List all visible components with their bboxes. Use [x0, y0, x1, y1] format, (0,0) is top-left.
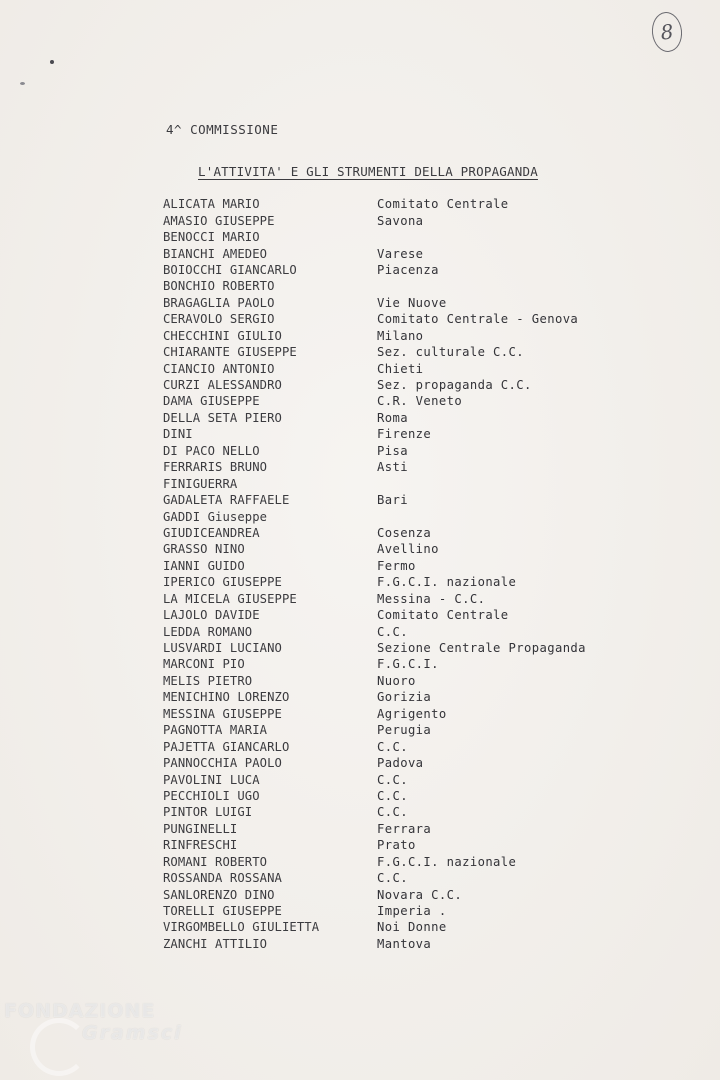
participant-name: CIANCIO ANTONIO: [163, 361, 275, 376]
participant-affiliation: Prato: [377, 838, 416, 853]
participant-affiliation: Ferrara: [377, 821, 432, 836]
list-item: [163, 591, 586, 607]
list-item: [163, 508, 586, 524]
list-item: [163, 443, 586, 459]
list-item: [163, 870, 586, 886]
list-item: [163, 804, 586, 820]
list-item: [163, 377, 586, 393]
list-item: [163, 623, 586, 639]
list-item: [163, 262, 586, 278]
participant-name: IPERICO GIUSEPPE: [163, 575, 282, 590]
participant-affiliation: C.C.: [377, 788, 408, 803]
participant-affiliation: Agrigento: [377, 706, 447, 721]
participant-name: IANNI GUIDO: [163, 558, 245, 573]
list-item: [163, 541, 586, 557]
list-item: [163, 821, 586, 837]
participant-affiliation: Chieti: [377, 361, 424, 376]
list-item: [163, 755, 586, 771]
list-item: [163, 278, 586, 294]
document-title: L'ATTIVITA' E GLI STRUMENTI DELLA PROPAGANDA: [198, 164, 538, 179]
participant-affiliation: C.C.: [377, 772, 408, 787]
participant-name: BRAGAGLIA PAOLO: [163, 295, 275, 310]
list-item: [163, 426, 586, 442]
participant-affiliation: Sezione Centrale Propaganda: [377, 641, 586, 656]
participant-name: PUNGINELLI: [163, 821, 238, 836]
participant-affiliation: F.G.C.I. nazionale: [377, 575, 517, 590]
list-item: [163, 903, 586, 919]
participant-name: GADALETA RAFFAELE: [163, 493, 290, 508]
list-item: [163, 311, 586, 327]
list-item: [163, 656, 586, 672]
list-item: [163, 475, 586, 491]
participant-name: CHECCHINI GIULIO: [163, 328, 282, 343]
list-item: [163, 706, 586, 722]
participant-name: PAGNOTTA MARIA: [163, 723, 268, 738]
participant-name: PAJETTA GIANCARLO: [163, 739, 290, 754]
participant-name: CHIARANTE GIUSEPPE: [163, 345, 297, 360]
list-item: [163, 607, 586, 623]
list-item: [163, 229, 586, 245]
participant-name: BOIOCCHI GIANCARLO: [163, 262, 297, 277]
participant-name: ZANCHI ATTILIO: [163, 936, 268, 951]
list-item: [163, 196, 586, 212]
participant-affiliation: Pisa: [377, 443, 408, 458]
participant-affiliation: Sez. culturale C.C.: [377, 345, 525, 360]
participant-name: PANNOCCHIA PAOLO: [163, 756, 282, 771]
participant-affiliation: Sez. propaganda C.C.: [377, 378, 532, 393]
participant-affiliation: C.C.: [377, 624, 408, 639]
participant-affiliation: Imperia .: [377, 904, 447, 919]
participant-affiliation: Vie Nuove: [377, 295, 447, 310]
participant-name: LAJOLO DAVIDE: [163, 608, 260, 623]
participant-name: CERAVOLO SERGIO: [163, 312, 275, 327]
participant-name: LA MICELA GIUSEPPE: [163, 591, 297, 606]
list-item: [163, 574, 586, 590]
participant-name: FERRARIS BRUNO: [163, 460, 268, 475]
participant-affiliation: Varese: [377, 246, 424, 261]
participant-name: VIRGOMBELLO GIULIETTA: [163, 920, 320, 935]
list-item: [163, 771, 586, 787]
participant-affiliation: Noi Donne: [377, 920, 447, 935]
list-item: [163, 360, 586, 376]
participant-name: ALICATA MARIO: [163, 197, 260, 212]
participant-affiliation: Firenze: [377, 427, 432, 442]
participant-affiliation: C.C.: [377, 739, 408, 754]
participant-name: TORELLI GIUSEPPE: [163, 904, 282, 919]
list-item: [163, 492, 586, 508]
ink-speck: [20, 82, 25, 85]
participant-name: MARCONI PIO: [163, 657, 245, 672]
list-item: [163, 410, 586, 426]
participant-affiliation: Avellino: [377, 542, 439, 557]
participant-affiliation: Savona: [377, 213, 424, 228]
participant-name: PECCHIOLI UGO: [163, 788, 260, 803]
list-item: [163, 558, 586, 574]
participant-name: DELLA SETA PIERO: [163, 410, 282, 425]
participant-affiliation: Nuoro: [377, 673, 416, 688]
ink-speck: [50, 60, 54, 64]
participant-name: LUSVARDI LUCIANO: [163, 641, 282, 656]
list-item: [163, 245, 586, 261]
participant-name: ROMANI ROBERTO: [163, 854, 268, 869]
list-item: [163, 854, 586, 870]
participant-name: FINIGUERRA: [163, 476, 238, 491]
participant-name: CURZI ALESSANDRO: [163, 378, 282, 393]
participant-name: BIANCHI AMEDEO: [163, 246, 268, 261]
participant-affiliation: Novara C.C.: [377, 887, 463, 902]
participant-affiliation: Padova: [377, 756, 424, 771]
list-item: [163, 295, 586, 311]
participant-affiliation: Comitato Centrale: [377, 197, 509, 212]
participant-affiliation: F.G.C.I. nazionale: [377, 854, 517, 869]
participant-affiliation: Piacenza: [377, 262, 439, 277]
list-item: [163, 788, 586, 804]
list-item: [163, 886, 586, 902]
participant-affiliation: Mantova: [377, 936, 432, 951]
list-item: [163, 722, 586, 738]
watermark-line2: Gramsci: [82, 1022, 183, 1044]
participant-name: MENICHINO LORENZO: [163, 690, 290, 705]
participant-name: GIUDICEANDREA: [163, 525, 260, 540]
participant-name: DAMA GIUSEPPE: [163, 394, 260, 409]
participant-affiliation: Asti: [377, 460, 408, 475]
list-item: [163, 328, 586, 344]
participant-name: LEDDA ROMANO: [163, 624, 253, 639]
participant-affiliation: Roma: [377, 410, 408, 425]
list-item: [163, 212, 586, 228]
list-item: [163, 640, 586, 656]
list-item: [163, 738, 586, 754]
watermark-logo-icon: [30, 1018, 88, 1076]
participant-name: ROSSANDA ROSSANA: [163, 871, 282, 886]
participant-name: RINFRESCHI: [163, 838, 238, 853]
list-item: [163, 393, 586, 409]
participant-affiliation: Milano: [377, 328, 424, 343]
participant-affiliation: Comitato Centrale - Genova: [377, 312, 579, 327]
participant-affiliation: Fermo: [377, 558, 416, 573]
participant-name: MESSINA GIUSEPPE: [163, 706, 282, 721]
list-item: [163, 936, 586, 952]
participant-affiliation: Comitato Centrale: [377, 608, 509, 623]
participant-name: GRASSO NINO: [163, 542, 245, 557]
participant-affiliation: Messina - C.C.: [377, 591, 486, 606]
participant-name: DI PACO NELLO: [163, 443, 260, 458]
commission-heading: 4^ COMMISSIONE: [166, 122, 279, 137]
list-item: [163, 459, 586, 475]
participant-affiliation: F.G.C.I.: [377, 657, 439, 672]
participant-affiliation: Cosenza: [377, 525, 432, 540]
participant-name: PAVOLINI LUCA: [163, 772, 260, 787]
list-item: [163, 689, 586, 705]
list-item: [163, 673, 586, 689]
participant-name: GADDI Giuseppe: [163, 509, 268, 524]
participant-name: BENOCCI MARIO: [163, 230, 260, 245]
participant-affiliation: C.C.: [377, 805, 408, 820]
participant-list: [163, 196, 586, 952]
list-item: [163, 344, 586, 360]
archive-watermark: [4, 1000, 204, 1080]
participant-affiliation: C.R. Veneto: [377, 394, 463, 409]
participant-affiliation: Perugia: [377, 723, 432, 738]
participant-name: AMASIO GIUSEPPE: [163, 213, 275, 228]
list-item: [163, 525, 586, 541]
participant-affiliation: C.C.: [377, 871, 408, 886]
participant-name: BONCHIO ROBERTO: [163, 279, 275, 294]
participant-affiliation: Bari: [377, 493, 408, 508]
participant-name: SANLORENZO DINO: [163, 887, 275, 902]
participant-name: MELIS PIETRO: [163, 673, 253, 688]
watermark-line1: FONDAZIONE: [4, 1000, 156, 1022]
list-item: [163, 837, 586, 853]
list-item: [163, 919, 586, 935]
participant-name: PINTOR LUIGI: [163, 805, 253, 820]
participant-affiliation: Gorizia: [377, 690, 432, 705]
page-number: 8: [650, 11, 684, 54]
participant-name: DINI: [163, 427, 193, 442]
